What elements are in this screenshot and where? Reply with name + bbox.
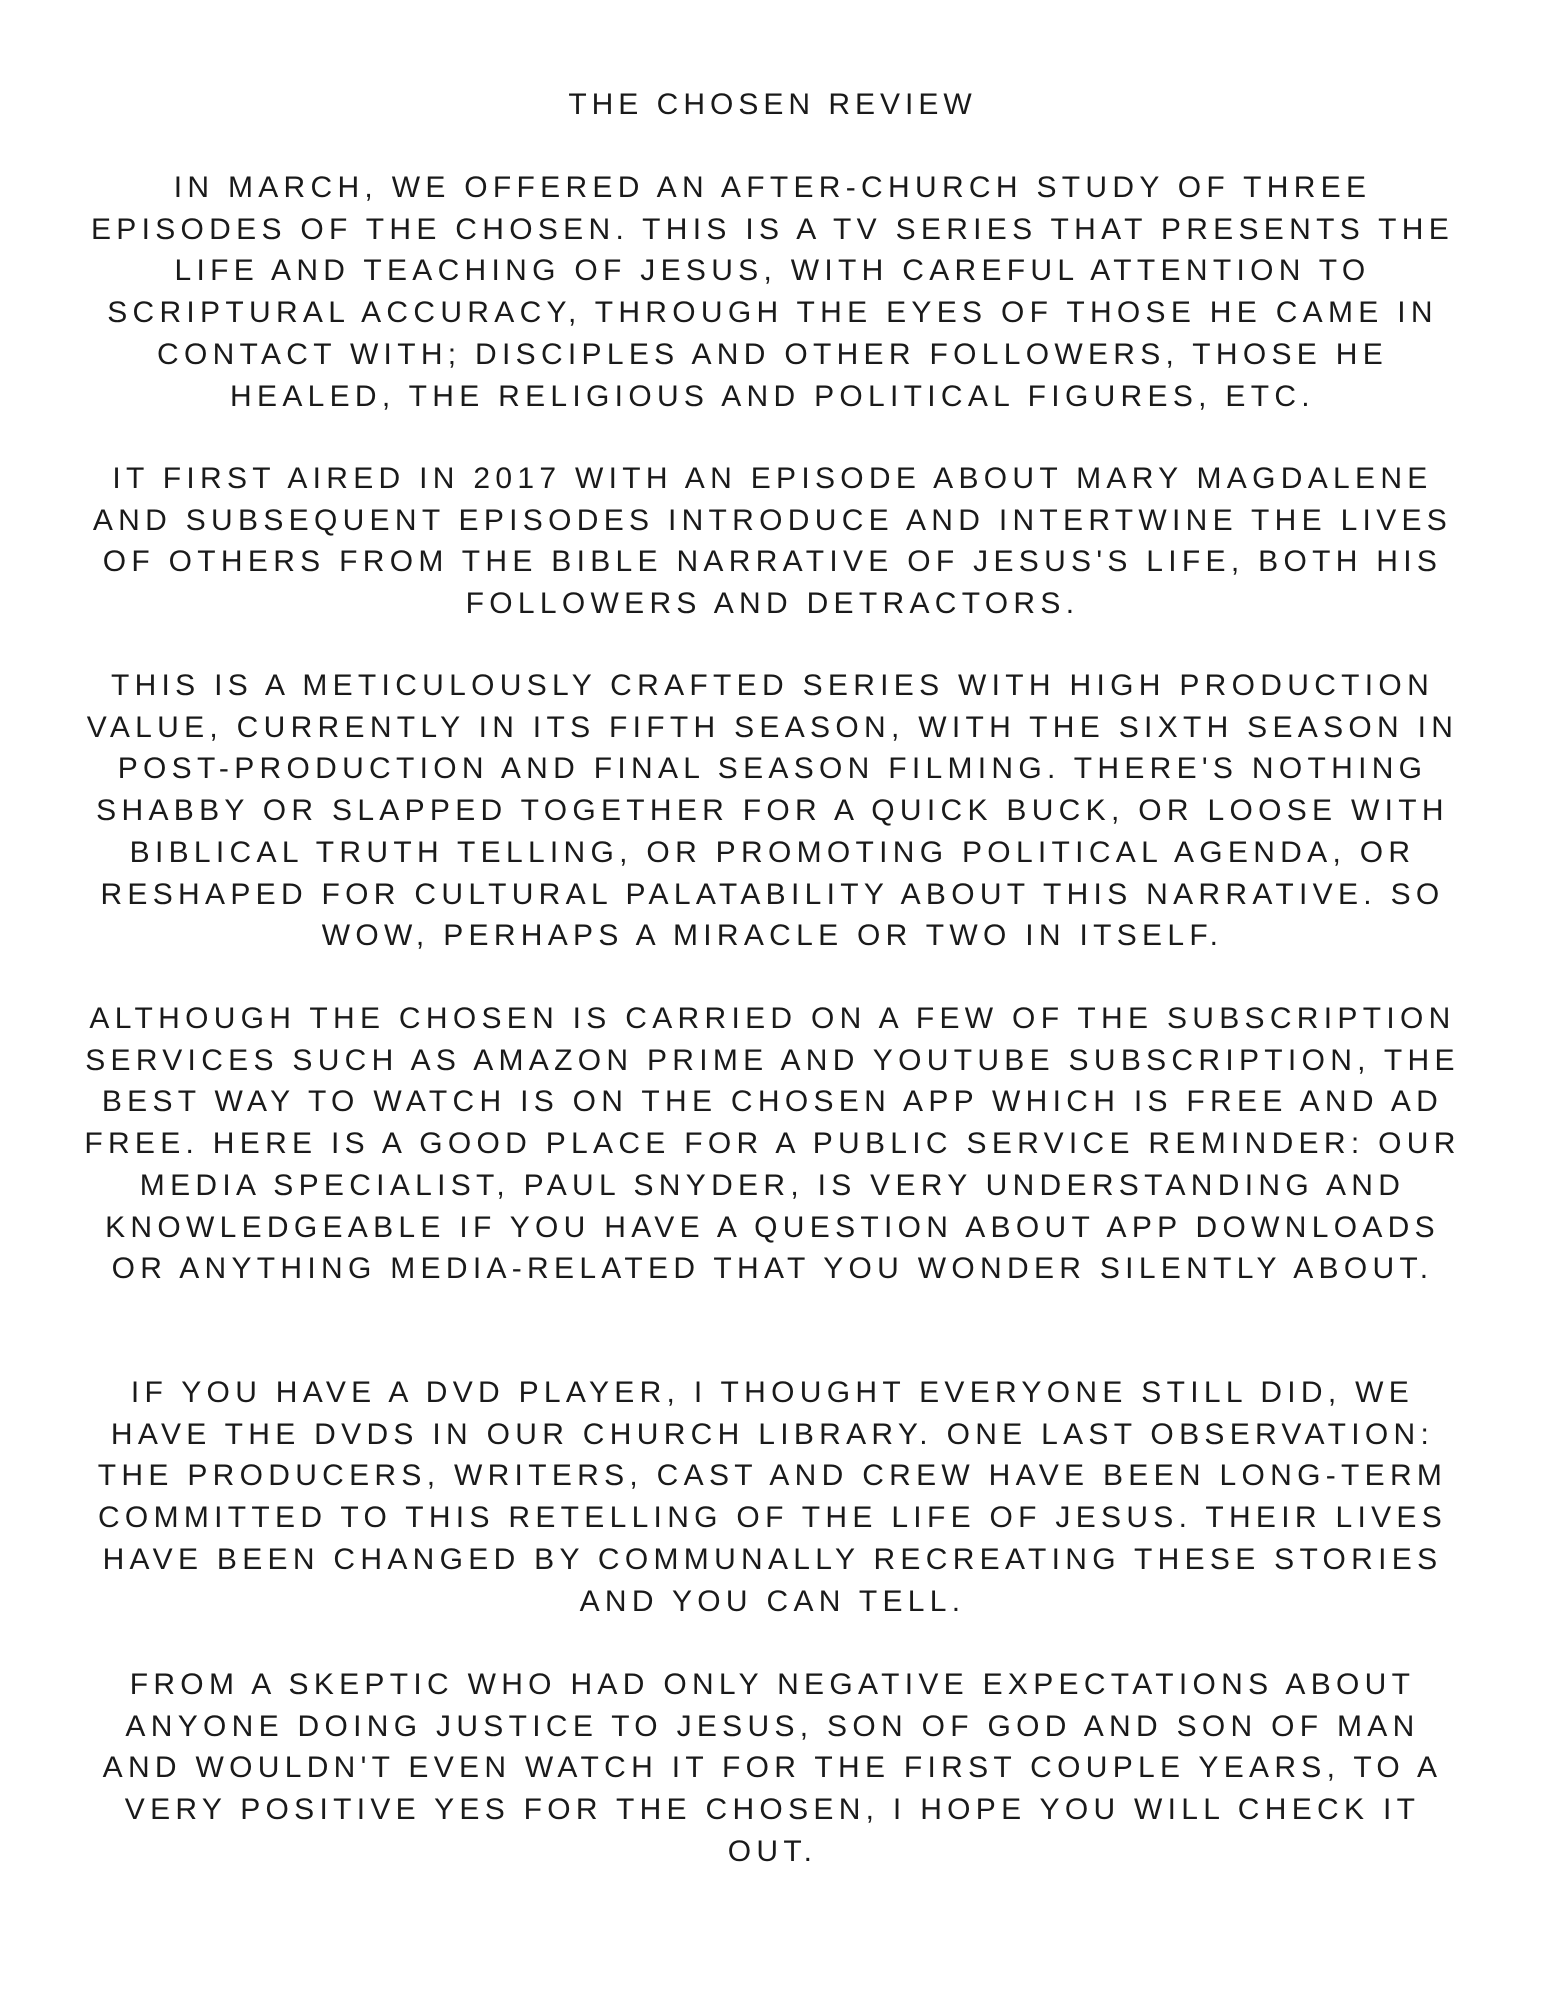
paragraph-dvd-library: IF YOU HAVE A DVD PLAYER, I THOUGHT EVERYONE STILL DID, WE HAVE THE DVDS IN OUR CHURCH LIBRARY. ONE LAST OBSERVATION: THE PRODUCERS, WRITERS, CAST AND CREW HAVE BEEN LONG-TERM COMMITTED TO THIS RETELLING OF THE LIFE OF JESUS. THEIR LIVES HAVE BEEN CHANGED BY COMMUNALLY RECREATING THESE STORIES AND YOU CAN TELL.: [97, 1376, 1448, 1618]
paragraph-where-to-watch: ALTHOUGH THE CHOSEN IS CARRIED ON A FEW OF THE SUBSCRIPTION SERVICES SUCH AS AMAZON PRIME AND YOUTUBE SUBSCRIPTION, THE BEST WAY TO WATCH IS ON THE CHOSEN APP WHICH IS FREE AND AD FREE. HERE IS A GOOD PLACE FOR A PUBLIC SERVICE REMINDER: OUR MEDIA SPECIALIST, PAUL SNYDER, IS VERY UNDERSTANDING AND KNOWLEDGEABLE IF YOU HAVE A QUESTION ABOUT APP DOWNLOADS OR ANYTHING MEDIA-RELATED THAT YOU WONDER SILENTLY ABOUT.: [84, 1002, 1461, 1286]
paragraph-history: IT FIRST AIRED IN 2017 WITH AN EPISODE ABOUT MARY MAGDALENE AND SUBSEQUENT EPISODES INTRODUCE AND INTERTWINE THE LIVES OF OTHERS FROM THE BIBLE NARRATIVE OF JESUS'S LIFE, BOTH HIS FOLLOWERS AND DETRACTORS.: [92, 462, 1453, 621]
paragraph-conclusion: FROM A SKEPTIC WHO HAD ONLY NEGATIVE EXPECTATIONS ABOUT ANYONE DOING JUSTICE TO JESUS, SON OF GOD AND SON OF MAN AND WOULDN'T EVEN WATCH IT FOR THE FIRST COUPLE YEARS, TO A VERY POSITIVE YES FOR THE CHOSEN, I HOPE YOU WILL CHECK IT OUT.: [102, 1668, 1443, 1868]
paragraph-intro: IN MARCH, WE OFFERED AN AFTER-CHURCH STUDY OF THREE EPISODES OF THE CHOSEN. THIS IS A TV SERIES THAT PRESENTS THE LIFE AND TEACHING OF JESUS, WITH CAREFUL ATTENTION TO SCRIPTURAL ACCURACY, THROUGH THE EYES OF THOSE HE CAME IN CONTACT WITH; DISCIPLES AND OTHER FOLLOWERS, THOSE HE HEALED, THE RELIGIOUS AND POLITICAL FIGURES, ETC.: [90, 171, 1455, 413]
paragraph-production: THIS IS A METICULOUSLY CRAFTED SERIES WITH HIGH PRODUCTION VALUE, CURRENTLY IN ITS FIFTH SEASON, WITH THE SIXTH SEASON IN POST-PRODUCTION AND FINAL SEASON FILMING. THERE'S NOTHING SHABBY OR SLAPPED TOGETHER FOR A QUICK BUCK, OR LOOSE WITH BIBLICAL TRUTH TELLING, OR PROMOTING POLITICAL AGENDA, OR RESHAPED FOR CULTURAL PALATABILITY ABOUT THIS NARRATIVE. SO WOW, PERHAPS A MIRACLE OR TWO IN ITSELF.: [86, 669, 1459, 953]
document-title: THE CHOSEN REVIEW: [568, 88, 977, 121]
